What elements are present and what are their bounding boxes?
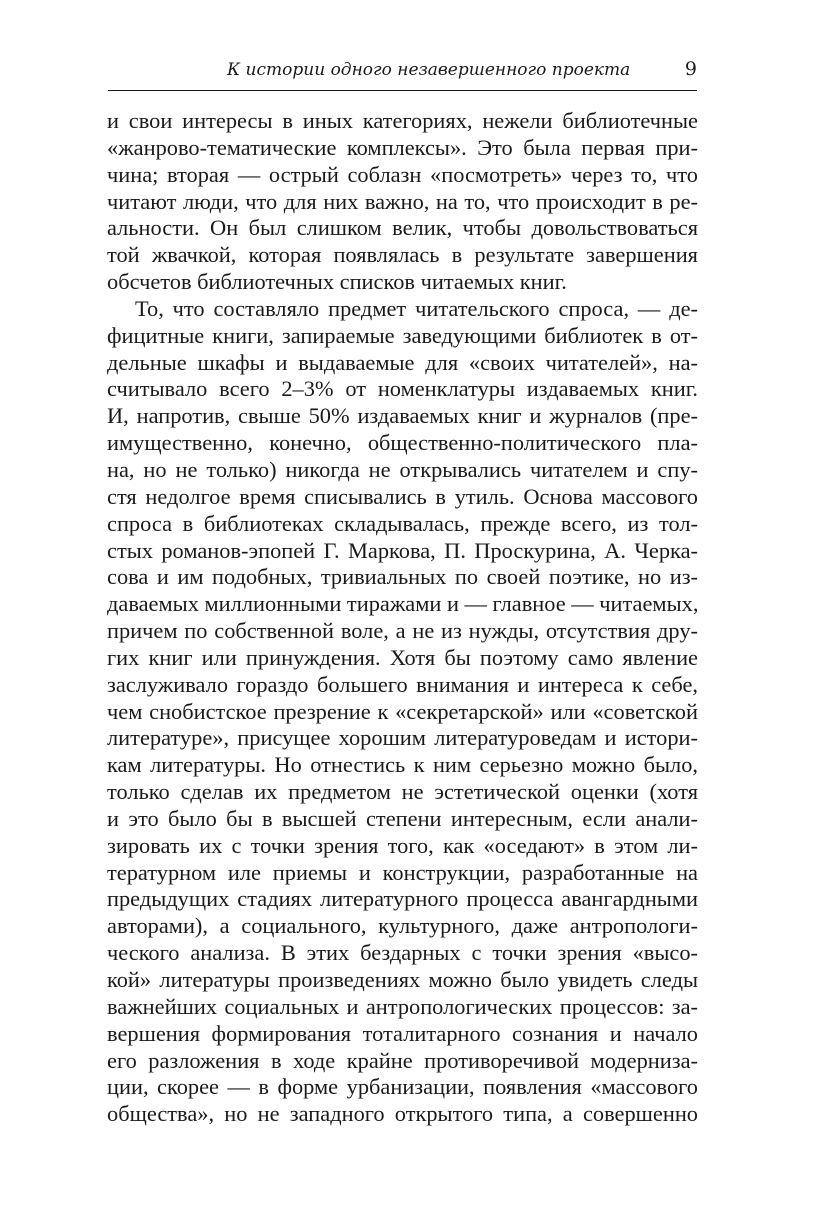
text-line: важнейших социальных и антропологических процессов: за-	[107, 993, 698, 1019]
text-line: общества», но не западного открытого типа, а совершенно	[107, 1101, 698, 1127]
text-line: причем по собственной воле, а не из нужды, отсутствия дру-	[107, 618, 698, 644]
text-line: его разложения в ходе крайне противоречивой модерниза-	[107, 1047, 698, 1073]
text-line: кам литературы. Но отнестись к ним серьезно можно было,	[107, 752, 698, 778]
text-line: читают люди, что для них важно, на то, что происходит в ре-	[107, 188, 698, 214]
text-line: И, напротив, свыше 50% издаваемых книг и журналов (пре-	[107, 403, 698, 429]
text-line: литературе», присущее хорошим литературоведам и истори-	[107, 725, 698, 751]
text-line: «жанрово-тематические комплексы». Это была первая при-	[107, 134, 698, 160]
text-line: зировать их с точки зрения того, как «оседают» в этом ли-	[107, 832, 698, 858]
text-line: предыдущих стадиях литературного процесса авангардными	[107, 886, 698, 912]
text-line: и свои интересы в иных категориях, нежели библиотечные	[107, 108, 698, 133]
text-line: чина; вторая — острый соблазн «посмотреть» через то, что	[107, 161, 698, 187]
page-number: 9	[684, 58, 697, 80]
text-line: альности. Он был слишком велик, чтобы довольствоваться	[107, 215, 698, 241]
text-line: То, что составляло предмет читательского спроса, — де-	[135, 295, 698, 321]
text-line: обсчетов библиотечных списков читаемых книг.	[107, 269, 567, 295]
text-line: спроса в библиотеках складывалась, прежде всего, из тол-	[107, 510, 698, 536]
paragraph-1	[107, 108, 698, 296]
text-line: на, но не только) никогда не открывались читателем и спу-	[107, 456, 698, 482]
text-line: даваемых миллионными тиражами и — главное — читаемых,	[107, 591, 699, 617]
text-line: кой» литературы произведениях можно было увидеть следы	[107, 967, 698, 992]
text-line: ческого анализа. В этих бездарных с точки зрения «высо-	[107, 940, 698, 966]
text-line: стых романов-эпопей Г. Маркова, П. Проскурина, А. Черка-	[107, 537, 698, 563]
text-line: гих книг или принуждения. Хотя бы поэтому само явление	[107, 644, 698, 670]
text-line: сова и им подобных, тривиальных по своей поэтике, но из-	[107, 564, 698, 590]
text-line: фицитные книги, запираемые заведующими библиотек в от-	[107, 322, 698, 348]
text-line: дельные шкафы и выдаваемые для «своих читателей», на-	[107, 349, 698, 375]
paragraph-2	[107, 296, 698, 1128]
text-line: имущественно, конечно, общественно-политического пла-	[107, 430, 698, 456]
text-line: ции, скорее — в форме урбанизации, появления «массового	[107, 1074, 698, 1100]
text-line: тературном иле приемы и конструкции, разработанные на	[107, 859, 698, 885]
text-line: и это было бы в высшей степени интересным, если анали-	[107, 805, 698, 831]
running-title: К истории одного незавершенного проекта	[227, 60, 631, 80]
running-header	[108, 56, 697, 91]
text-line: вершения формирования тоталитарного сознания и начало	[107, 1020, 698, 1046]
text-line: той жвачкой, которая появлялась в результате завершения	[107, 242, 698, 268]
body-text	[107, 108, 698, 1128]
text-line: только сделав их предметом не эстетической оценки (хотя	[107, 779, 698, 805]
text-line: чем снобистское презрение к «секретарской» или «советской	[107, 698, 698, 724]
text-line: авторами), а социального, культурного, даже антропологи-	[107, 913, 698, 939]
text-line: заслуживало гораздо большего внимания и интереса к себе,	[107, 671, 698, 697]
text-line: стя недолгое время списывались в утиль. Основа массового	[107, 483, 698, 509]
text-line: считывало всего 2–3% от номенклатуры издаваемых книг.	[107, 376, 698, 402]
